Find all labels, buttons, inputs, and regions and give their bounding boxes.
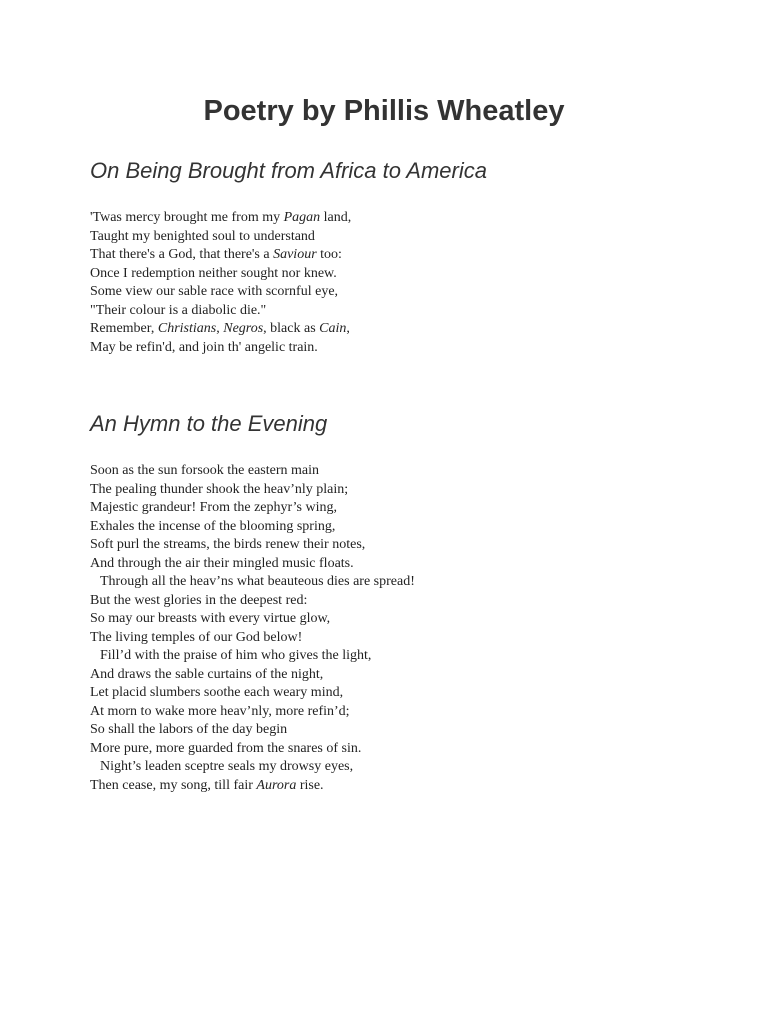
line-text: So may our breasts with every virtue glow,: [90, 611, 331, 626]
line-text: Once I redemption neither sought nor knew.: [90, 265, 337, 281]
line-text: Exhales the incense of the blooming spring,: [90, 518, 336, 534]
line-text: Night’s leaden sceptre seals my drowsy eyes,: [100, 759, 354, 774]
poem-line: [90, 246, 730, 265]
italic-text: Pagan: [283, 210, 321, 225]
line-text: But the west glories in the deepest red:: [90, 592, 308, 608]
line-text: So shall the labors of the day begin: [90, 722, 288, 737]
poem-line: [90, 703, 730, 722]
poem-line: [90, 518, 730, 537]
line-text: land,: [320, 210, 352, 225]
page-title: Poetry by Phillis Wheatley: [203, 95, 565, 127]
poem-line: [90, 740, 730, 759]
poem-line: [90, 283, 730, 302]
poem-line: [90, 629, 730, 648]
line-text: The living temples of our God below!: [90, 629, 303, 645]
line-text: Through all the heav’ns what beauteous dies are spread!: [100, 574, 415, 589]
poem-line: [90, 499, 730, 518]
line-text: More pure, more guarded from the snares of sin.: [90, 740, 362, 756]
poem-line: [90, 339, 730, 358]
poem-line: [90, 536, 730, 555]
line-text: Then cease, my song, till fair: [90, 777, 257, 793]
poem-line: [90, 265, 730, 284]
poem-section: [90, 155, 730, 357]
poem-title: An Hymn to the Evening: [90, 411, 328, 436]
line-text: too:: [316, 247, 342, 262]
poem-line: [90, 302, 730, 321]
line-text: Soft purl the streams, the birds renew their notes,: [90, 537, 366, 552]
poem-line: [90, 573, 730, 592]
line-text: Taught my benighted soul to understand: [90, 228, 315, 244]
line-text: Remember,: [90, 321, 158, 336]
line-text: , black as: [263, 321, 320, 336]
poem-line: [90, 777, 730, 796]
line-text: The pealing thunder shook the heav’nly plain;: [90, 481, 349, 497]
poem-line: [90, 721, 730, 740]
italic-text: Negros: [223, 321, 264, 336]
line-text: And draws the sable curtains of the night,: [90, 666, 324, 682]
poem-body: [90, 209, 730, 357]
line-text: And through the air their mingled music floats.: [90, 555, 354, 571]
poem-line: [90, 320, 730, 339]
poem-title: On Being Brought from Africa to America: [90, 158, 487, 183]
line-text: Fill’d with the praise of him who gives the light,: [100, 648, 372, 663]
line-text: Let placid slumbers soothe each weary mind,: [90, 685, 344, 700]
poem-line: [90, 758, 730, 777]
poem-line: [90, 462, 730, 481]
poem-body: [90, 462, 730, 795]
poem-line: [90, 647, 730, 666]
italic-text: Saviour: [273, 247, 317, 262]
line-text: rise.: [296, 777, 324, 793]
poem-line: [90, 209, 730, 228]
line-text: May be refin'd, and join th' angelic train.: [90, 339, 318, 355]
line-text: ,: [346, 321, 350, 336]
line-text: Soon as the sun forsook the eastern main: [90, 463, 320, 478]
poem-line: [90, 684, 730, 703]
poem-section: [90, 408, 730, 795]
poem-line: [90, 592, 730, 611]
line-text: ,: [216, 321, 224, 336]
poem-line: [90, 228, 730, 247]
line-text: Some view our sable race with scornful eye,: [90, 284, 339, 299]
line-text: "Their colour is a diabolic die.": [90, 302, 267, 318]
line-text: That there's a God, that there's a: [90, 247, 274, 262]
poem-line: [90, 610, 730, 629]
poem-line: [90, 666, 730, 685]
line-text: At morn to wake more heav’nly, more refin’d;: [90, 703, 350, 719]
poem-line: [90, 481, 730, 500]
line-text: 'Twas mercy brought me from my: [90, 210, 284, 225]
line-text: Majestic grandeur! From the zephyr’s wing,: [90, 500, 338, 515]
poem-line: [90, 555, 730, 574]
italic-text: Christians: [157, 321, 217, 336]
italic-text: Aurora: [256, 777, 297, 793]
italic-text: Cain: [319, 321, 347, 336]
